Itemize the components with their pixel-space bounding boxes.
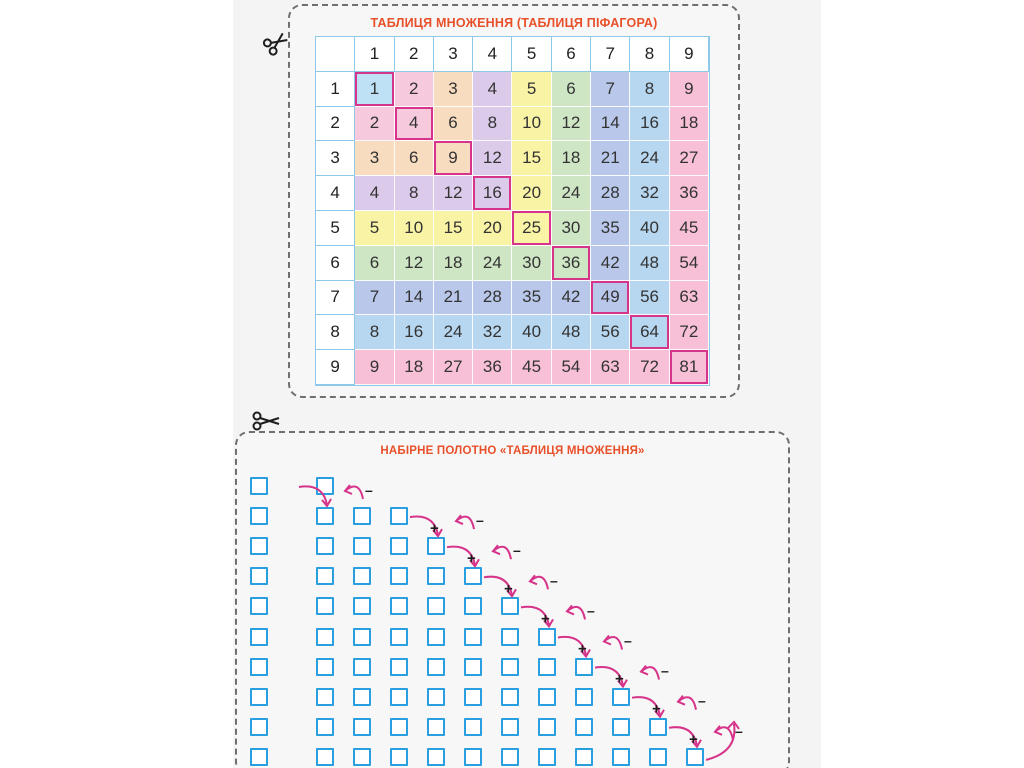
minus-sign: –	[550, 572, 558, 589]
column-header: 8	[630, 37, 669, 72]
addend-box[interactable]	[538, 748, 556, 766]
minus-sign: –	[661, 662, 669, 679]
minus-sign: –	[513, 542, 521, 559]
addend-box[interactable]	[464, 748, 482, 766]
product-cell: 14	[591, 107, 630, 142]
product-cell: 32	[630, 176, 669, 211]
minus-sign: –	[587, 602, 595, 619]
minus-sign: –	[624, 632, 632, 649]
addend-box[interactable]	[390, 567, 408, 585]
addend-box[interactable]	[427, 748, 445, 766]
addend-box[interactable]	[390, 658, 408, 676]
equation-row	[250, 688, 810, 710]
addend-box[interactable]	[575, 688, 593, 706]
result-box[interactable]	[538, 628, 556, 646]
addend-box[interactable]	[390, 597, 408, 615]
addend-box[interactable]	[316, 688, 334, 706]
scissors-icon	[251, 411, 281, 431]
product-cell: 7	[355, 281, 394, 316]
addend-box[interactable]	[353, 567, 371, 585]
product-cell: 8	[355, 315, 394, 350]
product-cell: 45	[670, 211, 709, 246]
addend-box[interactable]	[390, 537, 408, 555]
plus-sign: +	[689, 730, 698, 748]
column-header: 9	[670, 37, 709, 72]
addend-box[interactable]	[427, 628, 445, 646]
product-cell: 56	[591, 315, 630, 350]
plus-sign: +	[504, 580, 513, 598]
equation-row	[250, 567, 810, 589]
product-cell: 4	[355, 176, 394, 211]
addend-box[interactable]	[649, 748, 667, 766]
diagonal-square-cell: 1	[355, 72, 394, 107]
product-cell: 24	[434, 315, 473, 350]
product-cell: 3	[355, 141, 394, 176]
product-cell: 16	[630, 107, 669, 142]
product-cell: 8	[473, 107, 512, 142]
product-cell: 36	[473, 350, 512, 385]
addend-box[interactable]	[464, 688, 482, 706]
addend-box[interactable]	[316, 748, 334, 766]
product-cell: 48	[552, 315, 591, 350]
product-cell: 5	[355, 211, 394, 246]
addend-box[interactable]	[538, 718, 556, 736]
product-cell: 4	[473, 72, 512, 107]
multiplicand-box[interactable]	[250, 748, 268, 766]
product-cell: 35	[512, 281, 551, 316]
diagonal-square-cell: 81	[670, 350, 709, 385]
multiplicand-box[interactable]	[250, 718, 268, 736]
product-cell: 15	[434, 211, 473, 246]
product-cell: 2	[355, 107, 394, 142]
addend-box[interactable]	[427, 597, 445, 615]
equation-row	[250, 748, 810, 768]
addend-box[interactable]	[501, 748, 519, 766]
product-cell: 18	[552, 141, 591, 176]
addend-box[interactable]	[501, 658, 519, 676]
product-cell: 12	[473, 141, 512, 176]
addend-box[interactable]	[427, 688, 445, 706]
product-cell: 27	[670, 141, 709, 176]
addend-box[interactable]	[353, 748, 371, 766]
diagonal-square-cell: 16	[473, 176, 512, 211]
addend-box[interactable]	[575, 748, 593, 766]
diagonal-square-cell: 9	[434, 141, 473, 176]
addend-box[interactable]	[501, 688, 519, 706]
product-cell: 28	[473, 281, 512, 316]
diagonal-square-cell: 4	[395, 107, 434, 142]
product-cell: 40	[630, 211, 669, 246]
addend-box[interactable]	[427, 658, 445, 676]
column-header: 7	[591, 37, 630, 72]
product-cell: 20	[473, 211, 512, 246]
addend-box[interactable]	[353, 688, 371, 706]
plus-sign: +	[541, 610, 550, 628]
diagonal-square-cell: 64	[630, 315, 669, 350]
diagonal-square-cell: 49	[591, 281, 630, 316]
plus-sign: +	[467, 550, 476, 568]
addend-box[interactable]	[390, 718, 408, 736]
multiplicand-box[interactable]	[250, 658, 268, 676]
addend-box[interactable]	[353, 507, 371, 525]
product-cell: 63	[591, 350, 630, 385]
column-header: 4	[473, 37, 512, 72]
row-header: 2	[316, 107, 355, 142]
addend-box[interactable]	[316, 628, 334, 646]
multiplicand-box[interactable]	[250, 507, 268, 525]
product-cell: 3	[434, 72, 473, 107]
addend-box[interactable]	[464, 718, 482, 736]
product-cell: 40	[512, 315, 551, 350]
product-cell: 10	[395, 211, 434, 246]
product-cell: 27	[434, 350, 473, 385]
product-cell: 7	[591, 72, 630, 107]
product-cell: 54	[552, 350, 591, 385]
product-cell: 63	[670, 281, 709, 316]
equation-row	[250, 597, 810, 619]
equation-row	[250, 658, 810, 680]
product-cell: 36	[670, 176, 709, 211]
minus-sign: –	[735, 722, 743, 739]
addend-box[interactable]	[353, 537, 371, 555]
diagonal-square-cell: 25	[512, 211, 551, 246]
product-cell: 42	[552, 281, 591, 316]
product-cell: 30	[512, 246, 551, 281]
result-box[interactable]	[686, 748, 704, 766]
addend-box[interactable]	[316, 718, 334, 736]
result-box[interactable]	[575, 658, 593, 676]
product-cell: 21	[591, 141, 630, 176]
product-cell: 15	[512, 141, 551, 176]
row-header: 9	[316, 350, 355, 385]
addend-box[interactable]	[501, 718, 519, 736]
product-cell: 6	[395, 141, 434, 176]
column-header: 6	[552, 37, 591, 72]
product-cell: 35	[591, 211, 630, 246]
addend-box[interactable]	[353, 597, 371, 615]
product-cell: 2	[395, 72, 434, 107]
product-cell: 18	[434, 246, 473, 281]
addend-box[interactable]	[390, 628, 408, 646]
product-cell: 6	[434, 107, 473, 142]
product-cell: 10	[512, 107, 551, 142]
row-header: 8	[316, 315, 355, 350]
multiplicand-box[interactable]	[250, 628, 268, 646]
plus-sign: +	[430, 520, 439, 538]
addend-box[interactable]	[612, 718, 630, 736]
equation-row	[250, 628, 810, 650]
multiplicand-box[interactable]	[250, 567, 268, 585]
table-title: ТАБЛИЦЯ МНОЖЕННЯ (ТАБЛИЦЯ ПІФАГОРА)	[370, 16, 658, 30]
multiplicand-box[interactable]	[250, 477, 268, 495]
product-cell: 24	[630, 141, 669, 176]
column-header: 2	[395, 37, 434, 72]
column-header: 5	[512, 37, 551, 72]
column-header: 3	[434, 37, 473, 72]
product-cell: 14	[395, 281, 434, 316]
addend-box[interactable]	[353, 658, 371, 676]
product-cell: 72	[670, 315, 709, 350]
addend-box[interactable]	[427, 567, 445, 585]
row-header: 1	[316, 72, 355, 107]
minus-sign: –	[476, 512, 484, 529]
result-box[interactable]	[612, 688, 630, 706]
product-cell: 56	[630, 281, 669, 316]
addend-box[interactable]	[316, 567, 334, 585]
equation-row	[250, 718, 810, 740]
product-cell: 72	[630, 350, 669, 385]
addend-box[interactable]	[464, 597, 482, 615]
product-cell: 12	[434, 176, 473, 211]
minus-sign: –	[365, 482, 373, 498]
product-cell: 48	[630, 246, 669, 281]
addend-box[interactable]	[316, 658, 334, 676]
diagonal-square-cell: 36	[552, 246, 591, 281]
addend-box[interactable]	[575, 718, 593, 736]
product-cell: 54	[670, 246, 709, 281]
multiplicand-box[interactable]	[250, 537, 268, 555]
corner-cell	[316, 37, 355, 72]
addend-box[interactable]	[390, 688, 408, 706]
row-header: 4	[316, 176, 355, 211]
addend-box[interactable]	[353, 718, 371, 736]
multiplicand-box[interactable]	[250, 688, 268, 706]
product-cell: 24	[473, 246, 512, 281]
column-header: 1	[355, 37, 394, 72]
product-cell: 9	[355, 350, 394, 385]
addend-box[interactable]	[316, 507, 334, 525]
product-cell: 32	[473, 315, 512, 350]
row-header: 6	[316, 246, 355, 281]
addend-box[interactable]	[427, 718, 445, 736]
addend-box[interactable]	[316, 597, 334, 615]
product-cell: 6	[552, 72, 591, 107]
plus-sign: +	[578, 640, 587, 658]
product-cell: 42	[591, 246, 630, 281]
row-header: 5	[316, 211, 355, 246]
board-title: НАБІРНЕ ПОЛОТНО «ТАБЛИЦЯ МНОЖЕННЯ»	[380, 445, 645, 457]
equation-row	[250, 507, 810, 529]
row-header: 3	[316, 141, 355, 176]
addend-box[interactable]	[538, 688, 556, 706]
addend-box[interactable]	[464, 658, 482, 676]
multiplicand-box[interactable]	[250, 597, 268, 615]
result-box[interactable]	[427, 537, 445, 555]
addend-box[interactable]	[390, 748, 408, 766]
minus-sign: –	[698, 692, 706, 709]
addend-box[interactable]	[316, 477, 334, 495]
plus-sign: +	[652, 700, 661, 718]
product-cell: 8	[395, 176, 434, 211]
product-cell: 18	[395, 350, 434, 385]
product-cell: 6	[355, 246, 394, 281]
equation-row	[250, 477, 810, 499]
product-cell: 24	[552, 176, 591, 211]
row-header: 7	[316, 281, 355, 316]
result-box[interactable]	[464, 567, 482, 585]
addend-box[interactable]	[501, 628, 519, 646]
equation-row	[250, 537, 810, 559]
product-cell: 18	[670, 107, 709, 142]
product-cell: 12	[395, 246, 434, 281]
plus-sign: +	[615, 670, 624, 688]
product-cell: 16	[395, 315, 434, 350]
addend-box[interactable]	[353, 628, 371, 646]
product-cell: 21	[434, 281, 473, 316]
product-cell: 28	[591, 176, 630, 211]
addend-box[interactable]	[538, 658, 556, 676]
product-cell: 5	[512, 72, 551, 107]
product-cell: 30	[552, 211, 591, 246]
product-cell: 8	[630, 72, 669, 107]
result-box[interactable]	[649, 718, 667, 736]
product-cell: 45	[512, 350, 551, 385]
scissors-icon	[263, 30, 289, 56]
result-box[interactable]	[501, 597, 519, 615]
addend-box[interactable]	[612, 748, 630, 766]
multiplication-table	[315, 36, 710, 386]
addend-box[interactable]	[464, 628, 482, 646]
result-box[interactable]	[390, 507, 408, 525]
product-cell: 9	[670, 72, 709, 107]
addend-box[interactable]	[316, 537, 334, 555]
product-cell: 12	[552, 107, 591, 142]
product-cell: 20	[512, 176, 551, 211]
